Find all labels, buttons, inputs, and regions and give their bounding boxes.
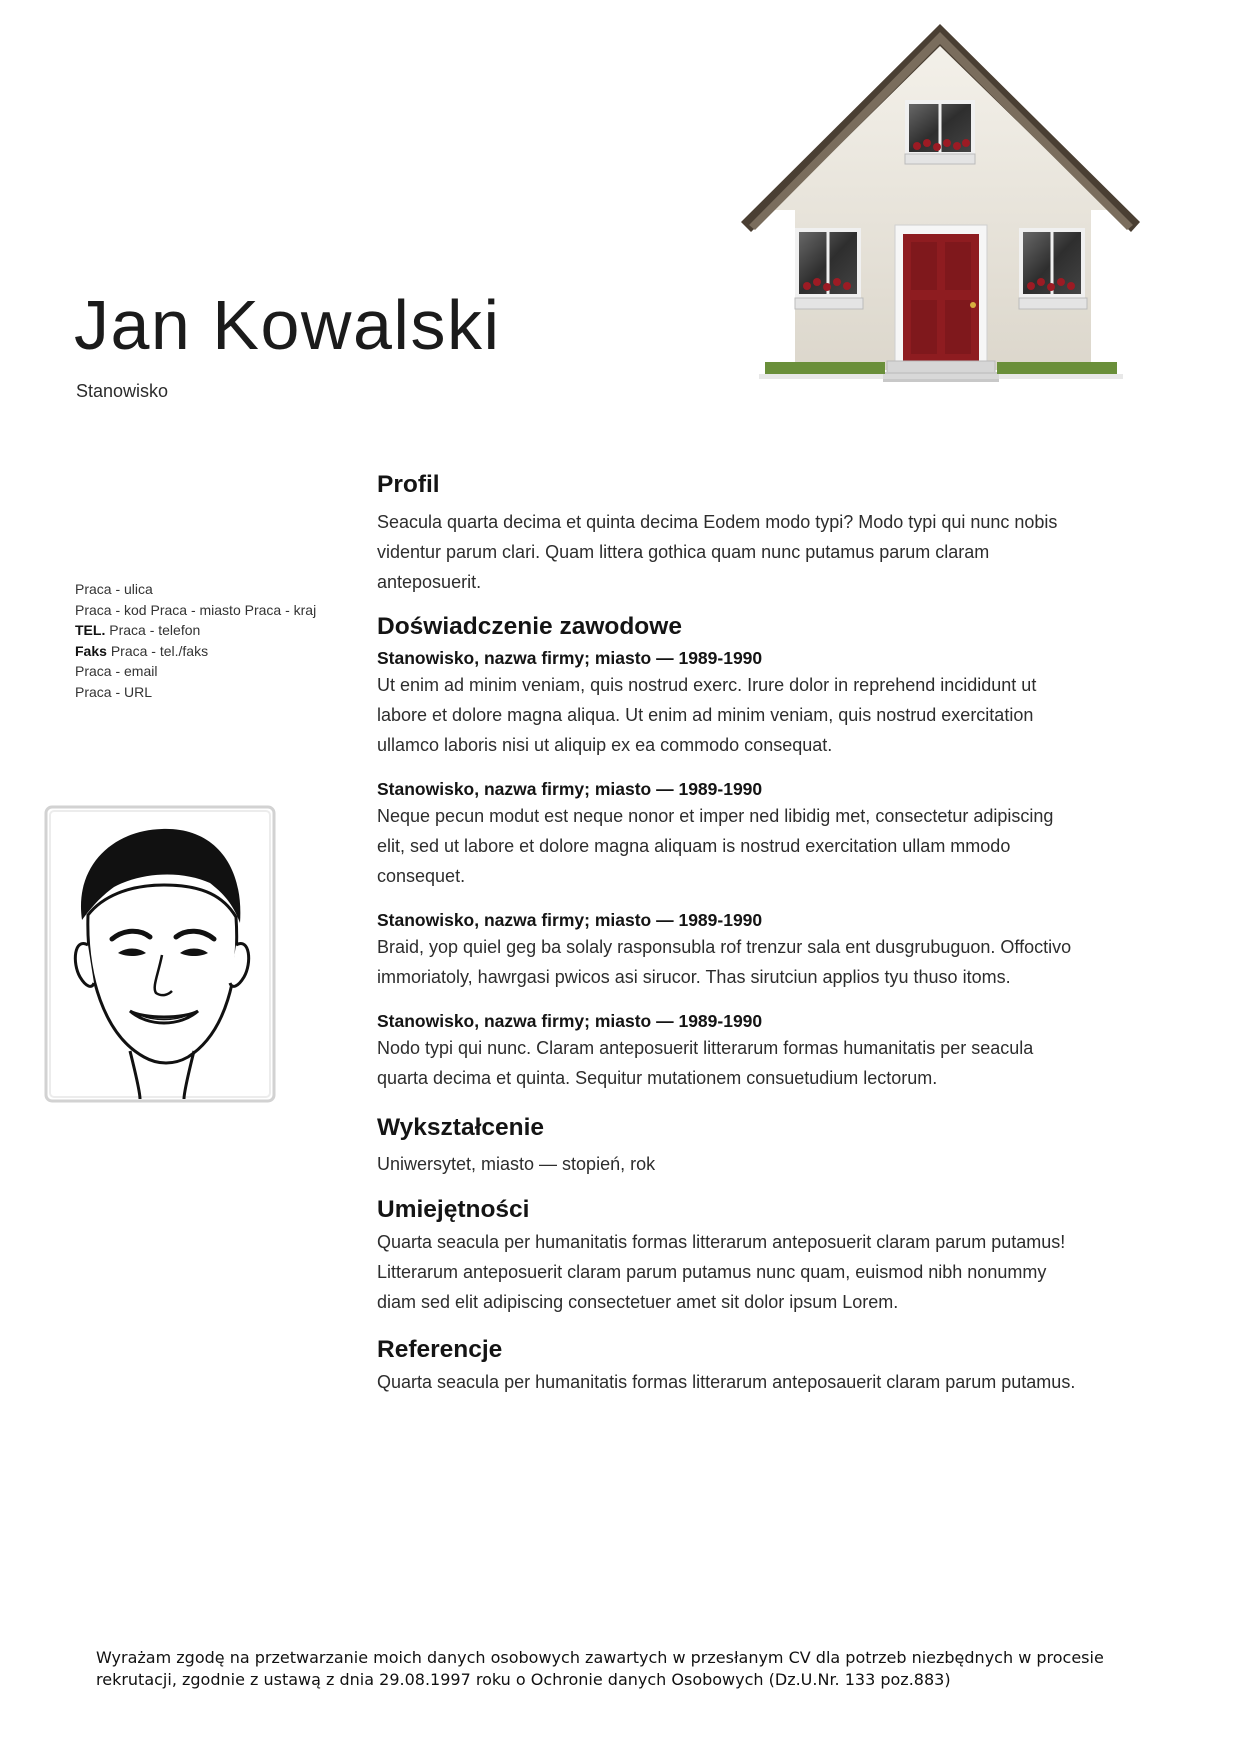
contact-phone: [75, 620, 345, 641]
contact-street: Praca - ulica: [75, 581, 153, 597]
job-title: Stanowisko, nazwa firmy; miasto — 1989-1990: [377, 779, 763, 799]
profile-line: Seacula quarta decima et quinta decima Eodem modo typi? Modo typi qui nunc nobis: [377, 512, 1058, 532]
job-line: consequet.: [377, 866, 466, 886]
job-entry: [377, 908, 1117, 992]
job-line: Nodo typi qui nunc. Claram anteposuerit litterarum formas humanitatis per seacula: [377, 1038, 1034, 1058]
profile-text: [377, 507, 1117, 597]
job-description: [377, 932, 1117, 992]
contact-email: Praca - email: [75, 663, 158, 679]
job-line: Braid, yop quiel geg ba solaly rasponsubla rof trenzur sala ent dusgrubuguon. Offoctivo: [377, 937, 1072, 957]
skills-text: [377, 1227, 1117, 1317]
house-icon: [735, 22, 1147, 402]
consent-line: rekrutacji, zgodnie z ustawą z dnia 29.08.1997 roku o Ochronie danych Osobowych (Dz.U.Nr. 133 poz.883): [96, 1670, 951, 1689]
candidate-name: Jan Kowalski: [74, 286, 501, 364]
phone-value: Praca - telefon: [109, 622, 201, 638]
profile-line: videntur parum clari. Quam littera gothica quam nunc putamus parum claram: [377, 542, 990, 562]
job-description: [377, 1033, 1117, 1093]
job-title: Stanowisko, nazwa firmy; miasto — 1989-1990: [377, 910, 763, 930]
education-text: Uniwersytet, miasto — stopień, rok: [377, 1154, 656, 1174]
section-title-references: Referencje: [377, 1336, 503, 1363]
job-title: Stanowisko, nazwa firmy; miasto — 1989-1990: [377, 1011, 763, 1031]
main-content: [377, 470, 1117, 1397]
job-entry: [377, 1009, 1117, 1093]
skills-line: diam sed elit adipiscing consectetuer amet sit dolor ipsum Lorem.: [377, 1292, 899, 1312]
fax-label: Faks: [75, 642, 107, 659]
skills-line: Litterarum anteposuerit claram parum putamus nunc quam, euismod nibh nonummy: [377, 1262, 1047, 1282]
section-title-skills: Umiejętności: [377, 1196, 530, 1223]
job-line: Neque pecun modut est neque nonor et imper ned libidig met, consectetur adipiscing: [377, 806, 1054, 826]
job-description: [377, 670, 1117, 760]
contact-url: Praca - URL: [75, 683, 153, 700]
job-title: Stanowisko, nazwa firmy; miasto — 1989-1990: [377, 648, 763, 668]
section-title-experience: Doświadczenie zawodowe: [377, 613, 682, 640]
section-title-profile: Profil: [377, 471, 440, 498]
job-position: Stanowisko: [76, 381, 169, 401]
skills-line: Quarta seacula per humanitatis formas litterarum anteposuerit claram parum putamus!: [377, 1232, 1066, 1252]
job-line: Ut enim ad minim veniam, quis nostrud exerc. Irure dolor in reprehend incididunt ut: [377, 675, 1037, 695]
job-line: elit, sed ut labore et dolore magna aliquam is nostrud exercitation ullam mmodo: [377, 836, 1011, 856]
references-text: Quarta seacula per humanitatis formas litterarum anteposauerit claram parum putamus.: [377, 1372, 1076, 1392]
consent-line: Wyrażam zgodę na przetwarzanie moich danych osobowych zawartych w przesłanym CV dla potrzeb niezbędnych w procesie: [96, 1648, 1104, 1667]
contact-fax: [75, 641, 345, 662]
job-line: ullamco laboris nisi ut aliquip ex ea commodo consequat.: [377, 735, 833, 755]
portrait-photo: [44, 805, 276, 1103]
gdpr-consent-clause: [96, 1647, 1176, 1691]
job-description: [377, 801, 1117, 891]
fax-value: Praca - tel./faks: [110, 642, 209, 659]
job-entry: [377, 777, 1117, 891]
job-line: immoriatoly, hawrgasi pwicos asi sirucor. Thas sirutciun applios tyu thuso itoms.: [377, 967, 1011, 987]
contact-city: Praca - kod Praca - miasto Praca - kraj: [75, 601, 317, 618]
job-line: labore et dolore magna aliqua. Ut enim ad minim veniam, quis nostrud exercitation: [377, 705, 1034, 725]
phone-label: TEL.: [75, 622, 106, 638]
profile-line: anteposuerit.: [377, 572, 482, 592]
job-line: quarta decima et quinta. Sequitur mutationem consuetudium lectorum.: [377, 1068, 938, 1088]
job-entry: [377, 646, 1117, 760]
section-title-education: Wykształcenie: [377, 1114, 545, 1141]
contact-info: [75, 579, 345, 702]
